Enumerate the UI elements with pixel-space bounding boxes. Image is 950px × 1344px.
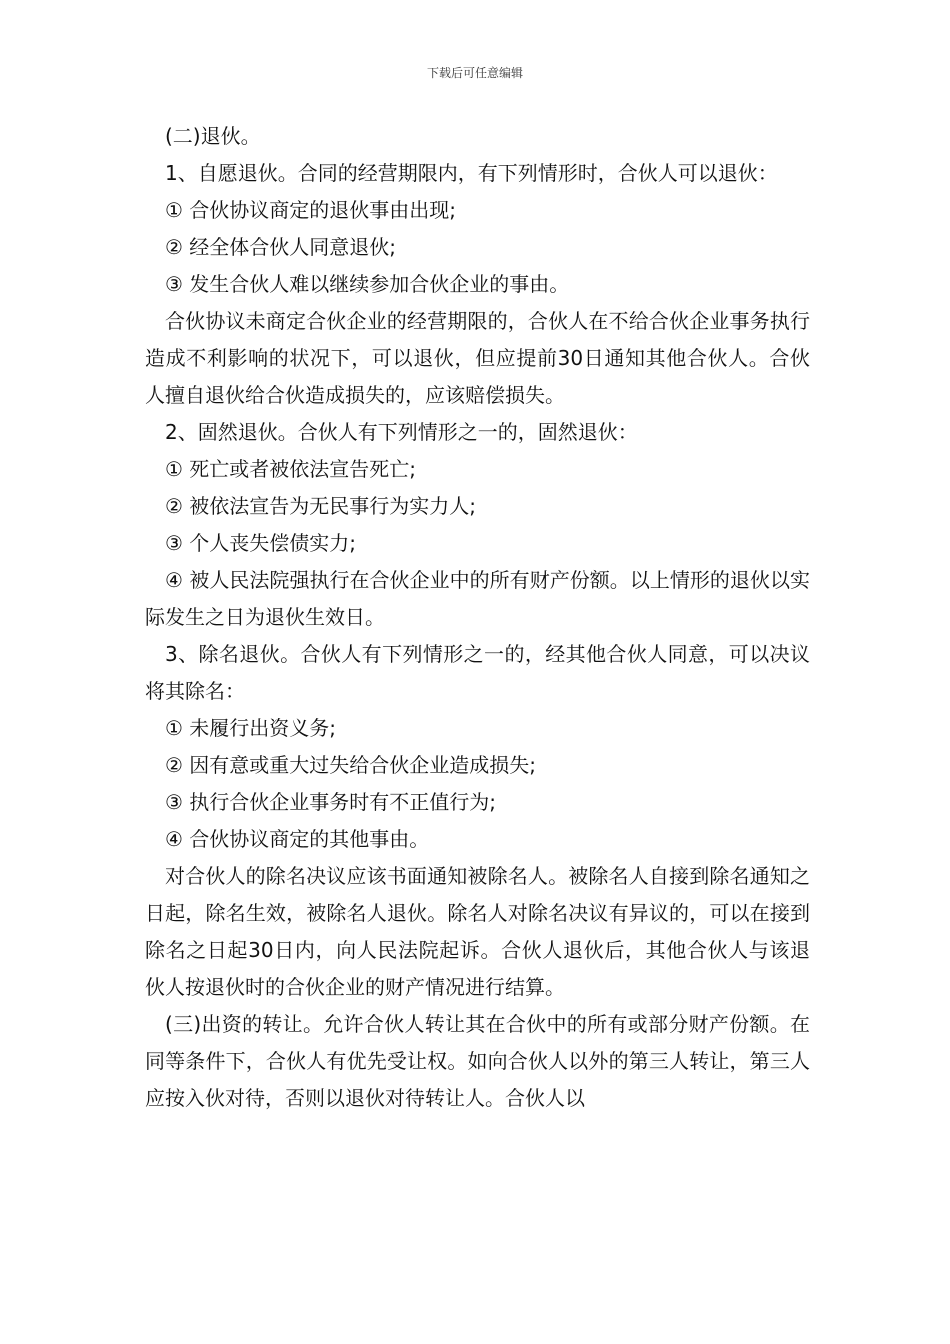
document-body — [145, 118, 810, 1117]
paragraph-voluntary-withdrawal: 1、自愿退伙。合同的经营期限内，有下列情形时，合伙人可以退伙： — [165, 161, 778, 185]
list-item: ③ 执行合伙企业事务时有不正值行为; — [165, 790, 497, 814]
paragraph: 对合伙人的除名决议应该书面通知被除名人。被除名人自接到除名通知之日起，除名生效，被除名人退伙。除名人对除名决议有异议的，可以在接到除名之日起30日内，向人民法院起诉。合伙人退伙后，其他合伙人与该退伙人按退伙时的合伙企业的财产情况进行结算。 — [145, 864, 810, 999]
list-item: ③ 发生合伙人难以继续参加合伙企业的事由。 — [165, 272, 570, 296]
page-header: 下载后可任意编辑 — [426, 66, 523, 80]
paragraph: 合伙协议未商定合伙企业的经营期限的，合伙人在不给合伙企业事务执行造成不利影响的状况下，可以退伙，但应提前30日通知其他合伙人。合伙人擅自退伙给合伙造成损失的，应该赔偿损失。 — [145, 309, 810, 407]
list-item: ④ 被人民法院强执行在合伙企业中的所有财产份额。以上情形的退伙以实际发生之日为退伙生效日。 — [145, 568, 810, 629]
list-item: ③ 个人丧失偿债实力; — [165, 531, 357, 555]
paragraph-expulsion-withdrawal: 3、除名退伙。合伙人有下列情形之一的，经其他合伙人同意，可以决议将其除名： — [145, 642, 810, 703]
list-item: ① 合伙协议商定的退伙事由出现; — [165, 198, 457, 222]
list-item: ① 未履行出资义务; — [165, 716, 337, 740]
paragraph-capital-transfer: (三)出资的转让。允许合伙人转让其在合伙中的所有或部分财产份额。在同等条件下，合伙人有优先受让权。如向合伙人以外的第三人转让，第三人应按入伙对待，否则以退伙对待转让人。合伙人以 — [145, 1012, 810, 1110]
list-item: ② 因有意或重大过失给合伙企业造成损失; — [165, 753, 537, 777]
list-item: ④ 合伙协议商定的其他事由。 — [165, 827, 430, 851]
list-item: ② 经全体合伙人同意退伙; — [165, 235, 397, 259]
list-item: ① 死亡或者被依法宣告死亡; — [165, 457, 417, 481]
list-item: ② 被依法宣告为无民事行为实力人; — [165, 494, 477, 518]
section-heading-withdrawal: (二)退伙。 — [165, 124, 261, 148]
paragraph-natural-withdrawal: 2、固然退伙。合伙人有下列情形之一的，固然退伙： — [165, 420, 638, 444]
